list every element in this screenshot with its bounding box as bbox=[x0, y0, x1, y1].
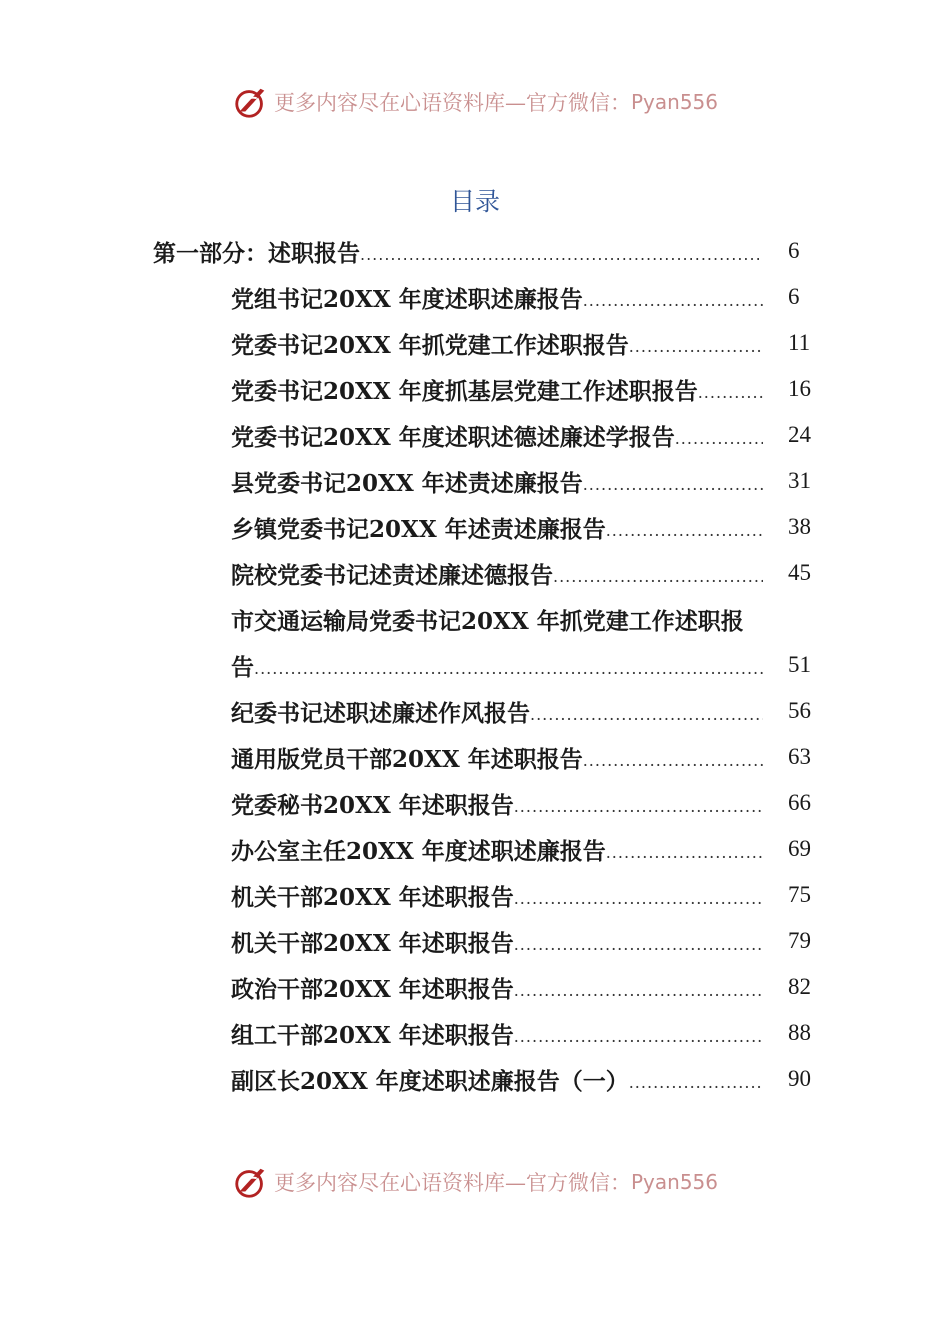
toc-entry-label: 党委秘书20XX 年述职报告 bbox=[231, 791, 514, 819]
toc-part-label: 第一部分：述职报告 bbox=[153, 240, 360, 267]
toc-leader-dots bbox=[360, 245, 763, 274]
toc-title: 目录 bbox=[449, 187, 500, 216]
toc-leader-dots bbox=[514, 1027, 763, 1056]
toc-entry-page: 6 bbox=[788, 284, 800, 309]
banner-wechat-id: Pyan556 bbox=[630, 1170, 718, 1194]
toc-entry[interactable] bbox=[231, 550, 763, 596]
toc-leader-dots bbox=[583, 751, 763, 780]
toc-leader-dots bbox=[514, 889, 763, 918]
toc-leader-dots bbox=[606, 843, 763, 872]
toc-entry-label: 副区长20XX 年度述职述廉报告（一） bbox=[231, 1067, 629, 1095]
toc-entry-page: 11 bbox=[788, 330, 811, 355]
toc-entry-page: 51 bbox=[788, 652, 811, 677]
toc-entry-page: 63 bbox=[788, 744, 811, 769]
toc-leader-dots bbox=[675, 429, 763, 458]
toc-leader-dots bbox=[514, 981, 763, 1010]
toc-leader-dots bbox=[698, 383, 763, 412]
toc-entry-page: 56 bbox=[788, 698, 811, 723]
toc-entry[interactable] bbox=[231, 412, 763, 458]
toc-leader-dots bbox=[254, 659, 763, 688]
toc-entry[interactable] bbox=[231, 918, 763, 964]
toc-entry[interactable] bbox=[231, 1010, 763, 1056]
toc-entry-label: 党委书记20XX 年度述职述德述廉述学报告 bbox=[231, 423, 675, 451]
toc-entry[interactable] bbox=[231, 826, 763, 872]
toc-leader-dots bbox=[606, 521, 763, 550]
banner-text: 更多内容尽在心语资料库—官方微信： bbox=[273, 1171, 631, 1195]
toc-entry[interactable] bbox=[231, 642, 763, 688]
toc-entry[interactable] bbox=[231, 872, 763, 918]
toc-entry[interactable] bbox=[231, 688, 763, 734]
toc-entry-label: 乡镇党委书记20XX 年述责述廉报告 bbox=[231, 515, 606, 543]
toc-entry-page: 69 bbox=[788, 836, 811, 861]
toc-entry-label: 告 bbox=[231, 653, 254, 681]
toc-leader-dots bbox=[553, 567, 763, 596]
toc-entry-label: 组工干部20XX 年述职报告 bbox=[231, 1021, 514, 1049]
banner-wechat-id: Pyan556 bbox=[630, 90, 718, 114]
toc-entry-page: 90 bbox=[788, 1066, 811, 1091]
toc-entry-label: 通用版党员干部20XX 年述职报告 bbox=[231, 745, 583, 773]
toc-entry-label: 纪委书记述职述廉述作风报告 bbox=[231, 699, 530, 727]
toc-entry[interactable] bbox=[231, 504, 763, 550]
toc-part-entry[interactable] bbox=[153, 228, 763, 274]
header-banner bbox=[0, 80, 950, 124]
toc-entry-page: 75 bbox=[788, 882, 811, 907]
toc-entry[interactable] bbox=[231, 366, 763, 412]
toc-entry-label-line1[interactable]: 市交通运输局党委书记20XX 年抓党建工作述职报 bbox=[231, 607, 744, 635]
toc-entry[interactable] bbox=[231, 780, 763, 826]
toc-entry-page: 79 bbox=[788, 928, 811, 953]
toc-entry-label: 办公室主任20XX 年度述职述廉报告 bbox=[231, 837, 606, 865]
toc-entry-page: 45 bbox=[788, 560, 811, 585]
quill-logo-icon bbox=[232, 83, 270, 121]
toc-entry-label: 机关干部20XX 年述职报告 bbox=[231, 883, 514, 911]
toc-entry-page: 66 bbox=[788, 790, 811, 815]
toc-part-page: 6 bbox=[788, 238, 800, 263]
toc-leader-dots bbox=[583, 475, 763, 504]
toc-entry[interactable] bbox=[231, 734, 763, 780]
toc-entry-label: 党委书记20XX 年抓党建工作述职报告 bbox=[231, 331, 629, 359]
toc-entry-label: 党组书记20XX 年度述职述廉报告 bbox=[231, 285, 583, 313]
banner-text: 更多内容尽在心语资料库—官方微信： bbox=[273, 91, 631, 115]
toc-leader-dots bbox=[629, 337, 763, 366]
footer-banner bbox=[0, 1160, 950, 1204]
toc-entry-page: 16 bbox=[788, 376, 811, 401]
toc-leader-dots bbox=[514, 797, 763, 826]
toc-entry-label: 院校党委书记述责述廉述德报告 bbox=[231, 561, 553, 589]
toc-entry[interactable] bbox=[231, 458, 763, 504]
toc-entry-page: 31 bbox=[788, 468, 811, 493]
toc-entry[interactable] bbox=[231, 964, 763, 1010]
toc-entry[interactable] bbox=[231, 274, 763, 320]
quill-logo-icon bbox=[232, 1163, 270, 1201]
toc-entry-label: 党委书记20XX 年度抓基层党建工作述职报告 bbox=[231, 377, 698, 405]
toc-entry-page: 82 bbox=[788, 974, 811, 999]
toc-entry-label: 机关干部20XX 年述职报告 bbox=[231, 929, 514, 957]
toc-leader-dots bbox=[514, 935, 763, 964]
toc-entry-label: 政治干部20XX 年述职报告 bbox=[231, 975, 514, 1003]
toc-entry[interactable] bbox=[231, 320, 763, 366]
toc-entry-page: 38 bbox=[788, 514, 811, 539]
toc-entry-page: 88 bbox=[788, 1020, 811, 1045]
toc-entry-page: 24 bbox=[788, 422, 811, 447]
toc-leader-dots bbox=[583, 291, 763, 320]
toc-leader-dots bbox=[530, 705, 763, 734]
toc-entry-label: 县党委书记20XX 年述责述廉报告 bbox=[231, 469, 583, 497]
toc-leader-dots bbox=[629, 1073, 763, 1102]
toc-entry[interactable] bbox=[231, 1056, 763, 1102]
